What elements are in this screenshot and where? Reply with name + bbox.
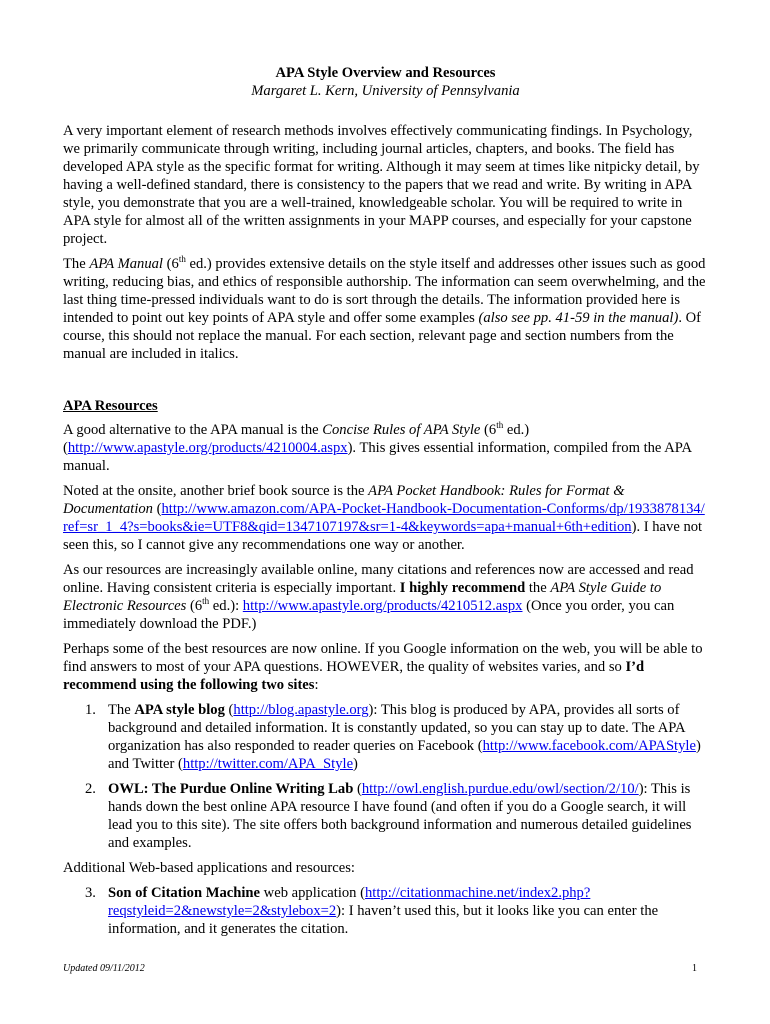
manual-paragraph: The APA Manual (6th ed.) provides extensive details on the style itself and addresses other issues such as good writing, reducing bias, and ethics of responsible authorship. The information can seem overwhelming, and the last thing time-pressed individuals want to do is sort through the details. The information provided here is intended to point out key points of APA style and offer some examples (also see pp. 41-59 in the manual). Of course, this should not replace the manual. For each section, relevant page and section numbers from the manual are included in italics. xyxy=(63,254,706,362)
additional-resources-label: Additional Web-based applications and resources: xyxy=(63,860,355,876)
list-item: 1. The APA style blog (http://blog.apastyle.org): This blog is produced by APA, provides all sorts of background and detailed information. It is constantly updated, so you can stay up to date. The APA organization has also responded to reader queries on Facebook (http://www.facebook.com/APAStyle) and Twitter (http://twitter.com/APA_Style) xyxy=(85,702,701,772)
electronic-resources-paragraph: As our resources are increasingly available online, many citations and references now are accessed and read online. Having consistent criteria is especially important. I highly recommend the APA Style Guide to Electronic Resources (6th ed.): http://www.apastyle.org/products/4210512.aspx (Once you order, you can immediately download the PDF.) xyxy=(63,562,694,632)
concise-rules-paragraph: A good alternative to the APA manual is the Concise Rules of APA Style (6th ed.) (http://www.apastyle.org/products/4210004.aspx). This gives essential information, compiled from the APA manual. xyxy=(63,420,692,474)
page-number: 1 xyxy=(692,963,697,974)
list-item: 2. OWL: The Purdue Online Writing Lab (http://owl.english.purdue.edu/owl/section/2/10/): This is hands down the best online APA resource I have found (and often if you do a Google search, it will lead you to this site). The site offers both background information and numerous detailed guidelines and examples. xyxy=(85,781,692,851)
manual-title: APA Manual xyxy=(89,256,163,272)
recommended-sites-list xyxy=(63,701,708,852)
manual-pages-note: (also see pp. 41-59 in the manual) xyxy=(478,310,679,326)
page-title: APA Style Overview and Resources xyxy=(275,65,496,81)
facebook-link[interactable]: http://www.facebook.com/APAStyle xyxy=(482,738,696,754)
pocket-handbook-title: APA Pocket Handbook: Rules for Format & Documentation xyxy=(63,483,625,517)
section-heading: APA Resources xyxy=(63,398,158,414)
additional-resources-list xyxy=(63,884,708,938)
twitter-link[interactable]: http://twitter.com/APA_Style xyxy=(182,756,354,772)
electronic-guide-title: APA Style Guide to Electronic Resources xyxy=(63,580,662,614)
concise-rules-link[interactable]: http://www.apastyle.org/products/4210004.aspx xyxy=(67,440,348,456)
citation-machine-link[interactable]: http://citationmachine.net/index2.php?reqstyleid=2&newstyle=2&stylebox=2 xyxy=(108,885,591,919)
document-page xyxy=(63,64,708,945)
intro-paragraph: A very important element of research methods involves effectively communicating findings. In Psychology, we primarily communicate through writing, including journal articles, chapters, and books. The field has developed APA style as the specific format for writing. Although it may seem at times like nitpicky detail, by having a well-defined standard, there is consistency to the papers that we read and write. By writing in APA style, you demonstrate that you are a well-trained, knowledgeable scholar. You will be required to write in APA style for almost all of the written assignments in your MAPP courses, and especially for your capstone project. xyxy=(63,123,700,247)
footer-updated-date: Updated 09/11/2012 xyxy=(63,963,145,974)
apa-blog-link[interactable]: http://blog.apastyle.org xyxy=(233,702,369,718)
amazon-link[interactable]: http://www.amazon.com/APA-Pocket-Handbook-Documentation-Conforms/dp/1933878134/ref=sr_1_4?s=books&ie=UTF8&qid=1347107197&sr=1-4&keywords=apa+manual+6th+edition xyxy=(63,501,705,535)
list-item: 3. Son of Citation Machine web application (http://citationmachine.net/index2.php?reqstyleid=2&newstyle=2&stylebox=2): I haven’t used this, but it looks like you can enter the information, and it generates the citation. xyxy=(85,885,659,937)
concise-rules-title: Concise Rules of APA Style xyxy=(322,422,481,438)
online-resources-paragraph: Perhaps some of the best resources are now online. If you Google information on the web, you will be able to find answers to most of your APA questions. HOWEVER, the quality of websites varies, and so I’d recommend using the following two sites: xyxy=(63,641,703,693)
author-line: Margaret L. Kern, University of Pennsylvania xyxy=(251,83,520,99)
purdue-owl-link[interactable]: http://owl.english.purdue.edu/owl/section/2/10/ xyxy=(361,781,639,797)
pocket-handbook-paragraph: Noted at the onsite, another brief book source is the APA Pocket Handbook: Rules for Format & Documentation (http://www.amazon.com/APA-Pocket-Handbook-Documentation-Conforms/dp/1933878134/ref=sr_1_4?s=books&ie=UTF8&qid=1347107197&sr=1-4&keywords=apa+manual+6th+edition). I have not seen this, so I cannot give any recommendations one way or another. xyxy=(63,483,705,553)
electronic-guide-link[interactable]: http://www.apastyle.org/products/4210512.aspx xyxy=(242,598,523,614)
